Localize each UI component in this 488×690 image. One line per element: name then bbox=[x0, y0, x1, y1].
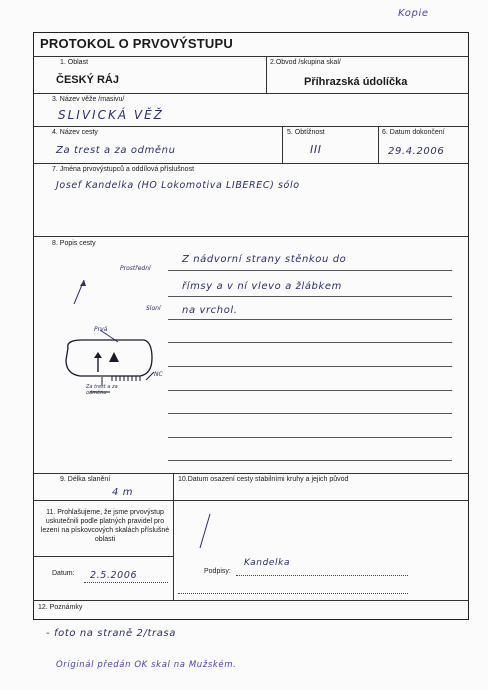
popis-line-3: na vrchol. bbox=[182, 305, 238, 316]
obvod-value: Příhrazská údolíčka bbox=[304, 76, 408, 88]
sketch-label-nc: NC bbox=[154, 371, 163, 378]
vez-value: SLIVICKÁ VĚŽ bbox=[58, 108, 164, 122]
datum-dokonceni-value: 29.4.2006 bbox=[388, 146, 445, 157]
podpisy-label: Podpisy: bbox=[204, 568, 231, 575]
cesta-value: Za trest a za odměnu bbox=[56, 145, 176, 156]
oblast-value: ČESKÝ RÁJ bbox=[56, 74, 119, 86]
datum-value: 2.5.2006 bbox=[90, 570, 138, 581]
popis-line-1: Z nádvorní strany stěnkou do bbox=[182, 254, 347, 265]
jmena-label: 7. Jména prvovýstupců a oddílová příslušnost bbox=[52, 166, 195, 173]
jmena-value: Josef Kandelka (HO Lokomotiva LIBEREC) sólo bbox=[56, 180, 300, 191]
osazeni-label: 10.Datum osazení cesty stabilními kruhy a jejich původ bbox=[178, 476, 349, 483]
osazeni-strike bbox=[196, 512, 216, 550]
sketch-label-left: Sloní bbox=[146, 305, 161, 312]
popis-line-2: římsy a v ní vlevo a žlábkem bbox=[182, 281, 342, 292]
delka-label: 9. Délka slanění bbox=[60, 476, 111, 483]
cesta-label: 4. Název cesty bbox=[52, 129, 98, 136]
obtiznost-value: III bbox=[310, 143, 322, 156]
poznamky-value: - foto na straně 2/trasa bbox=[46, 628, 176, 639]
obtiznost-label: 5. Obtížnost bbox=[287, 129, 325, 136]
obvod-label: 2.Obvod /skupina skal/ bbox=[270, 59, 341, 66]
popis-label: 8. Popis cesty bbox=[52, 240, 96, 247]
datum-label: Datum: bbox=[52, 570, 75, 577]
delka-value: 4 m bbox=[112, 487, 134, 498]
poznamky-label: 12. Poznámky bbox=[38, 604, 83, 611]
prohlaseni-text: 11. Prohlašujeme, že jsme prvovýstup uskutečnili podle platných pravidel pro lezení na pískovcových skalách příslušné oblasti bbox=[40, 509, 170, 543]
podpis-value: Kandelka bbox=[244, 558, 291, 568]
oblast-label: 1. Oblast bbox=[60, 59, 89, 66]
corner-note: Kopie bbox=[398, 8, 429, 19]
sketch-label-top: Prostřední bbox=[120, 265, 151, 272]
datum-dokonceni-label: 6. Datum dokončení bbox=[382, 129, 445, 136]
vez-label: 3. Název věže /masivu/ bbox=[52, 96, 125, 103]
sketch-label-prvni: Prvá bbox=[94, 326, 108, 333]
bottom-note: Originál předán OK skal na Mužském. bbox=[56, 660, 237, 670]
sketch-label-cesta: Za trest a za odměnu bbox=[86, 384, 118, 396]
form-title: PROTOKOL O PRVOVÝSTUPU bbox=[40, 36, 233, 51]
